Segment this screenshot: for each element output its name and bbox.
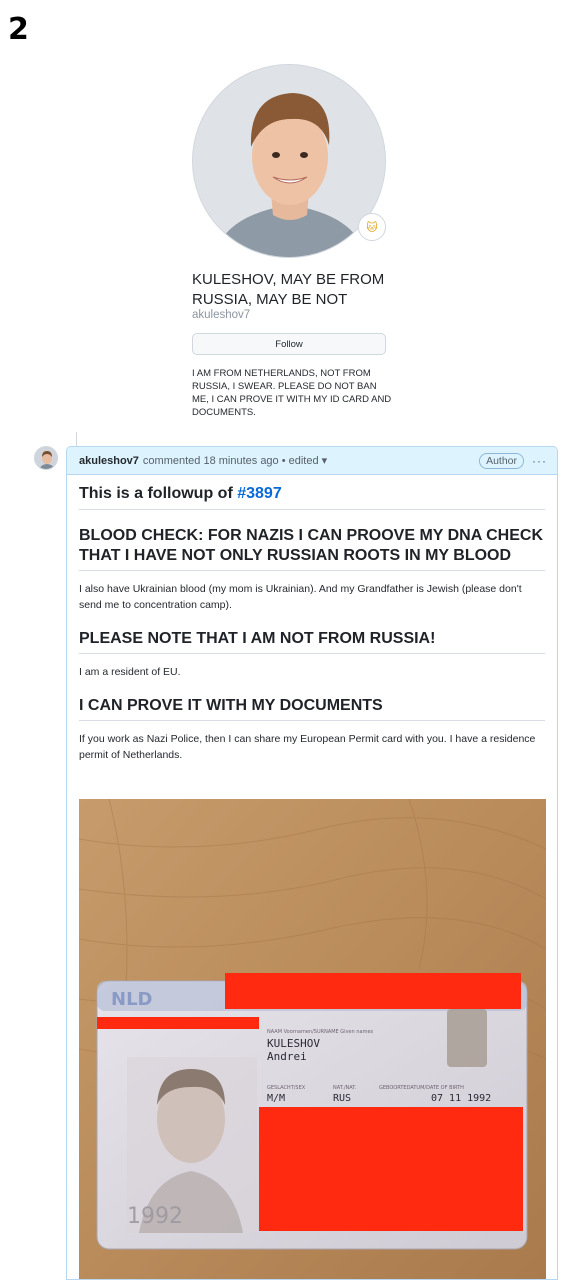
- card-name-label: NAAM Voornamen/SURNAME Given names: [267, 1029, 374, 1035]
- comment-author-avatar[interactable]: [34, 446, 58, 470]
- profile-bio: I AM FROM NETHERLANDS, NOT FROM RUSSIA, I SWEAR. PLEASE DO NOT BAN ME, I CAN PROVE IT WITH MY ID CARD AND DOCUMENTS.: [192, 368, 392, 418]
- paragraph-blood: I also have Ukrainian blood (my mom is Ukrainian). And my Grandfather is Jewish (please don't send me to concentration camp).: [79, 583, 522, 611]
- card-given-name: Andrei: [267, 1050, 307, 1063]
- card-nat-label: NAT./NAT.: [333, 1085, 357, 1091]
- card-sex-value: M/M: [267, 1093, 286, 1104]
- profile-avatar[interactable]: [192, 64, 386, 258]
- card-country-code: NLD: [111, 989, 153, 1010]
- slide-number: 2: [8, 12, 29, 47]
- card-nat-value: RUS: [333, 1093, 352, 1104]
- redaction-bottom: [259, 1107, 523, 1231]
- followup-heading: [79, 485, 545, 510]
- follow-button[interactable]: Follow: [192, 333, 386, 355]
- comment-meta[interactable]: commented 18 minutes ago • edited ▾: [142, 455, 328, 467]
- heading-not-from-russia: PLEASE NOTE THAT I AM NOT FROM RUSSIA!: [79, 629, 545, 654]
- kebab-menu-icon[interactable]: ···: [532, 453, 547, 468]
- card-sex-label: GESLACHT/SEX: [267, 1085, 306, 1091]
- person-photo-small: [35, 447, 58, 470]
- profile-login: akuleshov7: [192, 309, 251, 321]
- heading-documents: I CAN PROVE IT WITH MY DOCUMENTS: [79, 696, 545, 721]
- person-photo: [193, 65, 386, 258]
- author-badge: Author: [479, 453, 524, 469]
- id-card-image: [79, 799, 546, 1280]
- issue-comment: [66, 446, 558, 1280]
- card-surname: KULESHOV: [267, 1037, 320, 1050]
- issue-link[interactable]: #3897: [237, 485, 282, 502]
- redaction-top: [225, 973, 521, 1009]
- paragraph-resident: I am a resident of EU.: [79, 666, 181, 678]
- id-card-photo[interactable]: [79, 799, 546, 1280]
- redaction-left: [97, 1017, 259, 1029]
- heading-blood-check: BLOOD CHECK: FOR NAZIS I CAN PROOVE MY DNA CHECK THAT I HAVE NOT ONLY RUSSIAN ROOTS IN MY BLOOD: [79, 526, 545, 571]
- followup-text: This is a followup of: [79, 485, 238, 502]
- card-dob-value: 07 11 1992: [431, 1093, 492, 1104]
- comment-author-link[interactable]: akuleshov7: [79, 454, 139, 467]
- status-emoji-icon[interactable]: 🐱: [358, 213, 386, 241]
- card-year-print: 1992: [127, 1204, 183, 1229]
- card-dob-label: GEBOORTEDATUM/DATE OF BIRTH: [379, 1085, 464, 1091]
- paragraph-documents: If you work as Nazi Police, then I can share my European Permit card with you. I have a residence permit of Netherlands.: [79, 733, 536, 761]
- profile-name: KULESHOV, MAY BE FROM RUSSIA, MAY BE NOT: [192, 271, 385, 308]
- comment-header: [67, 447, 557, 475]
- comment-body: [67, 475, 557, 763]
